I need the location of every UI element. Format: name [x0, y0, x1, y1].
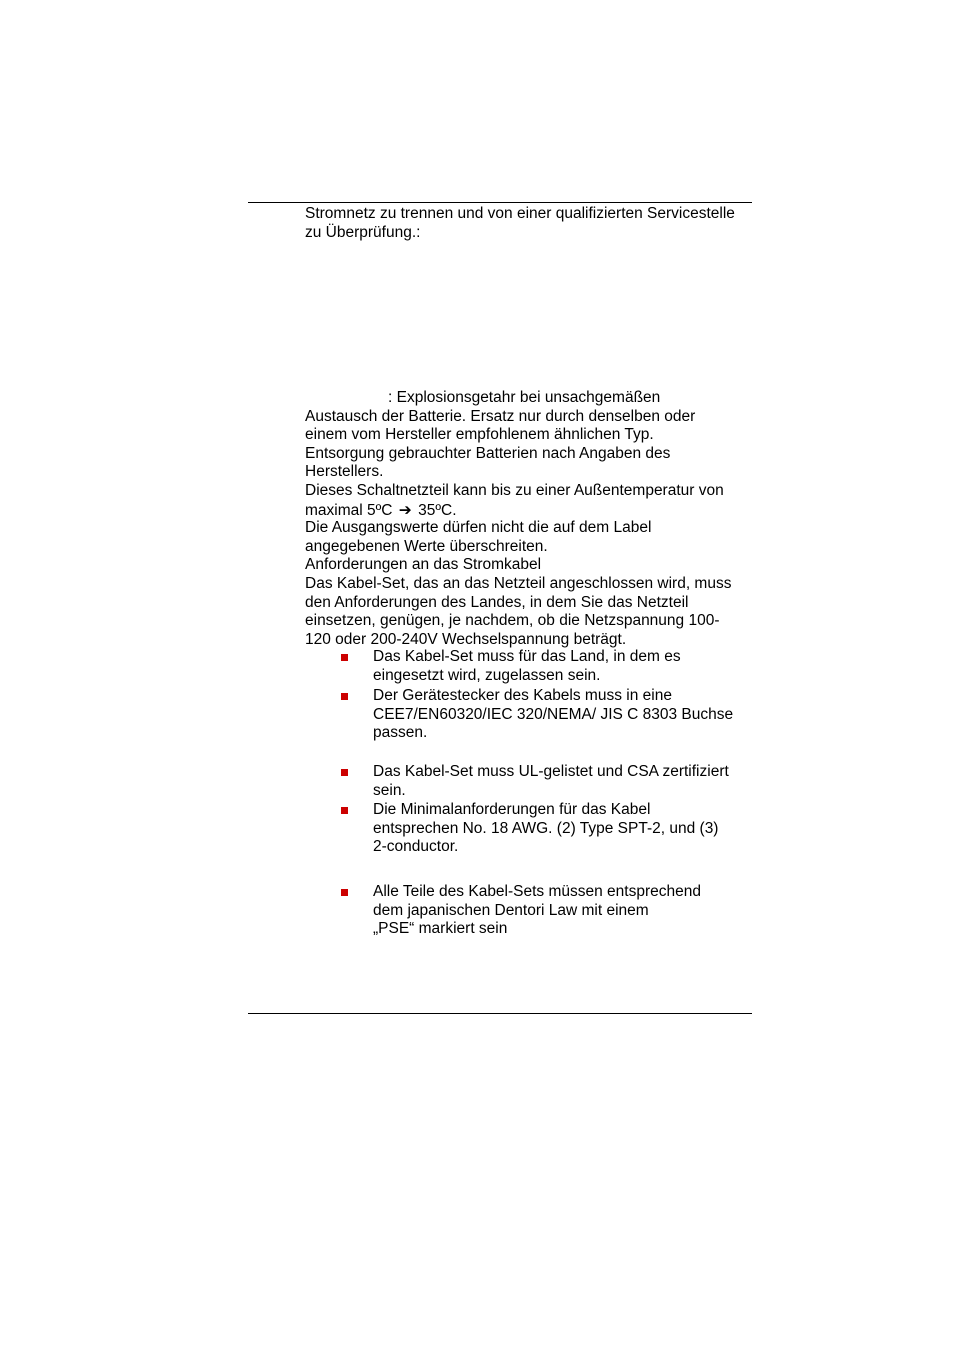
- list-item-text: Die Minimalanforderungen für das Kabel: [373, 801, 651, 818]
- list-item-text: Das Kabel-Set muss für das Land, in dem es: [373, 648, 681, 665]
- text-line: zu Überprüfung.:: [305, 223, 421, 241]
- list-item-text: 2-conductor.: [373, 838, 459, 856]
- temperature-line: [305, 501, 755, 520]
- text-line: einsetzen, genügen, je nachdem, ob die Netzspannung 100-: [305, 612, 720, 630]
- list-item-text: passen.: [373, 724, 428, 742]
- footer-rule: [248, 1013, 752, 1014]
- list-item-text: entsprechen No. 18 AWG. (2) Type SPT-2, und (3): [373, 819, 719, 837]
- text-line: angegebenen Werte überschreiten.: [305, 537, 548, 555]
- list-item-text: sein.: [373, 781, 406, 799]
- text-line: Austausch der Batterie. Ersatz nur durch denselben oder: [305, 407, 696, 425]
- intro-paragraph: [305, 205, 755, 242]
- temperature-max: 35ºC.: [418, 501, 457, 519]
- temperature-min: maximal 5ºC: [305, 501, 393, 519]
- list-item-text: dem japanischen Dentori Law mit einem: [373, 901, 649, 919]
- list-item-text: eingesetzt wird, zugelassen sein.: [373, 666, 601, 684]
- arrow-right-icon: ➔: [398, 500, 412, 519]
- text-line: Entsorgung gebrauchter Batterien nach Angaben des: [305, 444, 671, 462]
- square-bullet-icon: [341, 693, 348, 700]
- list-item-text: „PSE“ markiert sein: [373, 920, 508, 938]
- square-bullet-icon: [341, 769, 348, 776]
- text-line: den Anforderungen des Landes, in dem Sie das Netzteil: [305, 593, 689, 611]
- list-item-text: Alle Teile des Kabel-Sets müssen entsprechend: [373, 883, 701, 900]
- section-heading: Anforderungen an das Stromkabel: [305, 556, 542, 574]
- list-item-text: CEE7/EN60320/IEC 320/NEMA/ JIS C 8303 Buchse: [373, 705, 734, 723]
- text-line: 120 oder 200-240V Wechselspannung beträgt.: [305, 630, 627, 648]
- text-line: Herstellers.: [305, 463, 384, 481]
- square-bullet-icon: [341, 889, 348, 896]
- list-item-text: Der Gerätestecker des Kabels muss in eine: [373, 687, 672, 704]
- header-rule: [248, 202, 752, 203]
- warning-line: : Explosionsgetahr bei unsachgemäßen: [388, 389, 661, 406]
- text-line: einem vom Hersteller empfohlenem ähnlichen Typ.: [305, 426, 654, 444]
- text-line: Die Ausgangswerte dürfen nicht die auf dem Label: [305, 519, 652, 537]
- text-line: Das Kabel-Set, das an das Netzteil angeschlossen wird, muss: [305, 574, 732, 592]
- square-bullet-icon: [341, 654, 348, 661]
- text-line: Stromnetz zu trennen und von einer qualifizierten Servicestelle: [305, 205, 735, 222]
- text-line: Dieses Schaltnetzteil kann bis zu einer Außentemperatur von: [305, 481, 724, 499]
- battery-warning-section: [305, 389, 755, 649]
- list-item-text: Das Kabel-Set muss UL-gelistet und CSA zertifiziert: [373, 763, 729, 780]
- square-bullet-icon: [341, 807, 348, 814]
